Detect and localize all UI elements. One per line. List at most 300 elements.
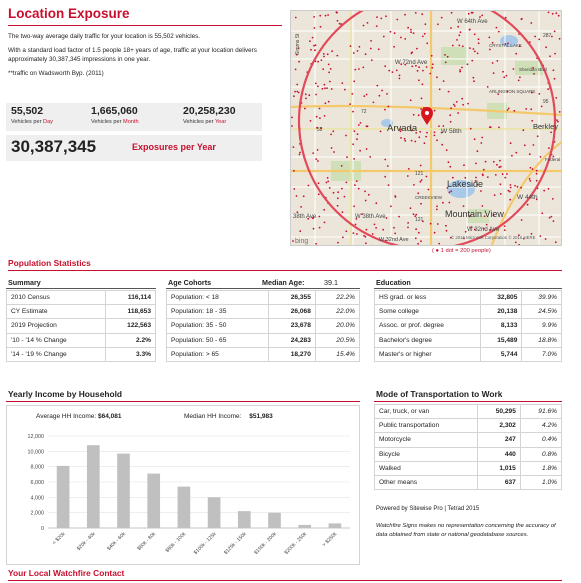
contact-divider	[8, 580, 562, 581]
population-dot	[384, 176, 386, 178]
population-dot	[315, 243, 317, 245]
table-row	[375, 305, 562, 319]
population-dot	[355, 224, 357, 226]
population-dot	[456, 101, 458, 103]
population-dot	[415, 12, 417, 14]
population-dot	[319, 117, 321, 119]
income-bar	[298, 525, 311, 528]
population-dot	[474, 138, 476, 140]
population-dot	[415, 237, 417, 239]
y-tick-label: 4,000	[30, 495, 44, 502]
svg-text:CRYSTAL LAKE: CRYSTAL LAKE	[489, 43, 522, 48]
population-dot	[473, 48, 475, 50]
powered-by: Powered by Sitewise Pro | Tetrad 2015	[376, 506, 480, 512]
population-dot	[358, 124, 360, 126]
population-dot	[305, 93, 307, 95]
population-dot	[411, 140, 413, 142]
population-dot	[474, 33, 476, 35]
population-dot	[346, 156, 348, 158]
population-dot	[399, 75, 401, 77]
population-dot	[481, 15, 483, 17]
population-dot	[518, 80, 520, 82]
transport-section-title: Mode of Transportation to Work	[376, 389, 503, 399]
population-dot	[503, 76, 505, 78]
population-dot	[400, 37, 402, 39]
population-dot	[461, 98, 463, 100]
population-dot	[313, 228, 315, 230]
population-dot	[431, 55, 433, 57]
y-tick-label: 0	[41, 526, 44, 532]
population-dot	[317, 61, 319, 63]
population-dot	[416, 48, 418, 50]
population-dot	[420, 181, 422, 183]
population-dot	[510, 184, 512, 186]
population-dot	[532, 168, 534, 170]
table-cell: CY Estimate	[7, 305, 106, 319]
population-dot	[404, 138, 406, 140]
population-dot	[344, 196, 346, 198]
population-dot	[555, 12, 557, 14]
population-dot	[324, 222, 326, 224]
population-dot	[376, 16, 378, 18]
income-bar	[87, 445, 100, 528]
population-dot	[422, 83, 424, 85]
table-cell: 0.8%	[520, 447, 561, 461]
stat-vehicles-month	[86, 103, 178, 131]
population-dot	[434, 110, 436, 112]
avg-income-label: Average HH Income:	[36, 413, 97, 420]
population-dot	[366, 229, 368, 231]
population-dot	[538, 93, 540, 95]
population-dot	[513, 68, 515, 70]
population-dot	[493, 161, 495, 163]
population-dot	[325, 15, 327, 17]
table-cell: 18,270	[269, 347, 315, 361]
population-dot	[434, 232, 436, 234]
population-dot	[354, 184, 356, 186]
table-cell: 8,133	[480, 319, 522, 333]
population-dot	[540, 156, 542, 158]
population-dot	[443, 80, 445, 82]
population-dot	[471, 12, 473, 14]
svg-text:Berkley: Berkley	[533, 122, 559, 131]
population-dot	[510, 187, 512, 189]
table-cell: 22.0%	[315, 305, 359, 319]
population-dot	[407, 222, 409, 224]
population-dot	[515, 242, 517, 244]
population-dot	[436, 139, 438, 141]
population-dot	[358, 188, 360, 190]
table-cell: 440	[477, 447, 520, 461]
table-cell: 26,068	[269, 305, 315, 319]
population-dot	[394, 233, 396, 235]
table-cell: 122,563	[105, 319, 155, 333]
svg-text:Sheridan Blvd: Sheridan Blvd	[519, 67, 548, 72]
population-dot	[388, 184, 390, 186]
age-table	[166, 290, 360, 362]
table-cell: Public transportation	[375, 419, 478, 433]
population-dot	[498, 127, 500, 129]
population-dot	[470, 128, 472, 130]
population-dot	[487, 86, 489, 88]
table-cell: Master's or higher	[375, 347, 481, 361]
population-dot	[555, 97, 557, 99]
population-dot	[458, 34, 460, 36]
table-cell: 116,114	[105, 291, 155, 305]
table-cell: Car, truck, or van	[375, 405, 478, 419]
population-dot	[323, 56, 325, 58]
population-dot	[408, 168, 410, 170]
table-cell: 118,653	[105, 305, 155, 319]
population-dot	[424, 142, 426, 144]
population-dot	[319, 15, 321, 17]
population-dot	[415, 214, 417, 216]
svg-text:ARLINGTON SQUARE: ARLINGTON SQUARE	[489, 89, 536, 94]
population-dot	[441, 144, 443, 146]
table-cell: 15.4%	[315, 347, 359, 361]
population-dot	[482, 173, 484, 175]
population-dot	[469, 47, 471, 49]
population-dot	[296, 211, 298, 213]
population-dot	[407, 27, 409, 29]
population-dot	[394, 32, 396, 34]
population-dot	[555, 241, 557, 243]
population-dot	[294, 91, 296, 93]
population-dot	[295, 69, 297, 71]
table-cell: 20.0%	[315, 319, 359, 333]
population-dot	[315, 94, 317, 96]
population-dot	[513, 110, 515, 112]
population-dot	[547, 88, 549, 90]
population-dot	[353, 158, 355, 160]
svg-text:Mountain View: Mountain View	[445, 209, 504, 219]
population-dot	[386, 217, 388, 219]
population-dot	[454, 105, 456, 107]
population-dot	[373, 102, 375, 104]
population-dot	[517, 186, 519, 188]
population-dot	[481, 137, 483, 139]
population-dot	[315, 158, 317, 160]
population-dot	[504, 177, 506, 179]
population-dot	[463, 164, 465, 166]
population-dot	[451, 12, 453, 14]
table-cell: 3.3%	[105, 347, 155, 361]
population-dot	[316, 116, 318, 118]
location-map[interactable]	[290, 10, 562, 246]
population-dot	[430, 223, 432, 225]
population-dot	[357, 50, 359, 52]
population-dot	[332, 130, 334, 132]
population-dot	[468, 13, 470, 15]
population-dot	[376, 25, 378, 27]
population-dot	[331, 88, 333, 90]
table-row	[375, 333, 562, 347]
population-dot	[529, 153, 531, 155]
svg-text:121: 121	[415, 217, 424, 223]
population-dot	[492, 62, 494, 64]
population-dot	[469, 29, 471, 31]
population-dot	[327, 181, 329, 183]
population-dot	[410, 99, 412, 101]
population-dot	[437, 223, 439, 225]
population-dot	[458, 45, 460, 47]
stat-label: Vehicles per Month	[91, 118, 139, 125]
population-dot	[553, 69, 555, 71]
population-dot	[549, 217, 551, 219]
population-dot	[418, 232, 420, 234]
population-dot	[420, 108, 422, 110]
population-dot	[452, 45, 454, 47]
table-cell: Population: < 18	[167, 291, 269, 305]
svg-text:Lakeside: Lakeside	[447, 179, 484, 189]
population-dot	[321, 59, 323, 61]
population-dot	[366, 94, 368, 96]
table-cell: 1.8%	[520, 461, 561, 475]
population-dot	[473, 80, 475, 82]
table-cell: 50,295	[477, 405, 520, 419]
table-cell: Bicycle	[375, 447, 478, 461]
table-row	[7, 291, 156, 305]
population-dot	[353, 232, 355, 234]
population-dot	[467, 63, 469, 65]
population-dot	[407, 175, 409, 177]
population-dot	[439, 88, 441, 90]
population-dot	[351, 93, 353, 95]
table-cell: '14 - '19 % Change	[7, 347, 106, 361]
population-dot	[292, 240, 294, 242]
population-dot	[445, 62, 447, 64]
x-tick-label: > $250k	[321, 531, 339, 549]
svg-text:CREEKVIEW: CREEKVIEW	[415, 195, 443, 200]
population-dot	[400, 137, 402, 139]
exposures-value: 30,387,345	[11, 137, 97, 156]
population-dot	[324, 84, 326, 86]
population-dot	[330, 134, 332, 136]
population-dot	[384, 109, 386, 111]
population-dot	[429, 73, 431, 75]
table-cell: 637	[477, 475, 520, 489]
x-tick-label: $200k - 250k	[283, 531, 309, 556]
population-dot	[498, 166, 500, 168]
population-dot	[495, 174, 497, 176]
table-cell: HS grad. or less	[375, 291, 481, 305]
population-dot	[313, 16, 315, 18]
population-dot	[527, 204, 529, 206]
population-dot	[538, 39, 540, 41]
table-cell: 1.0%	[520, 475, 561, 489]
population-dot	[337, 191, 339, 193]
population-dot	[445, 225, 447, 227]
population-dot	[329, 187, 331, 189]
population-dot	[519, 76, 521, 78]
population-dot	[352, 143, 354, 145]
population-dot	[354, 69, 356, 71]
svg-text:38th Ave: 38th Ave	[293, 214, 317, 220]
title-divider	[8, 25, 282, 26]
page-title: Location Exposure	[8, 6, 130, 21]
population-dot	[477, 150, 479, 152]
age-rule	[166, 288, 360, 289]
population-dot	[293, 188, 295, 190]
population-dot	[422, 70, 424, 72]
population-dot	[506, 173, 508, 175]
population-dot	[366, 125, 368, 127]
population-dot	[426, 42, 428, 44]
map-legend-note: ( ● 1 dot = 200 people)	[432, 248, 491, 254]
population-dot	[299, 152, 301, 154]
table-row	[375, 347, 562, 361]
population-dot	[388, 70, 390, 72]
svg-text:121: 121	[415, 171, 424, 177]
population-dot	[350, 45, 352, 47]
table-cell: 22.2%	[315, 291, 359, 305]
population-dot	[509, 199, 511, 201]
population-dot	[414, 141, 416, 143]
education-table	[374, 290, 562, 362]
svg-text:W 58th: W 58th	[441, 128, 462, 135]
population-dot	[398, 216, 400, 218]
table-row	[167, 319, 360, 333]
population-dot	[365, 242, 367, 244]
income-bar	[208, 497, 221, 528]
population-dot	[509, 191, 511, 193]
population-dot	[404, 14, 406, 16]
table-row	[375, 291, 562, 305]
population-dot	[453, 104, 455, 106]
table-cell: 18.8%	[522, 333, 562, 347]
x-tick-label: $40k - 60k	[106, 531, 127, 552]
table-cell: Population: 50 - 65	[167, 333, 269, 347]
population-dot	[457, 26, 459, 28]
population-dot	[303, 195, 305, 197]
x-tick-label: $125k - 150k	[223, 531, 248, 556]
exposures-box	[6, 135, 262, 161]
map-canvas	[291, 11, 562, 246]
population-dot	[533, 144, 535, 146]
population-dot	[357, 133, 359, 135]
population-dot	[310, 120, 312, 122]
population-dot	[326, 182, 328, 184]
population-dot	[314, 27, 316, 29]
table-cell: Population: > 65	[167, 347, 269, 361]
population-dot	[417, 192, 419, 194]
svg-text:W 44th: W 44th	[517, 194, 538, 201]
svg-text:W 38th Ave: W 38th Ave	[355, 214, 386, 220]
population-dot	[317, 160, 319, 162]
population-dot	[559, 38, 561, 40]
population-dot	[450, 107, 452, 109]
population-dot	[295, 17, 297, 19]
population-dot	[536, 180, 538, 182]
population-dot	[530, 108, 532, 110]
table-cell: 20,138	[480, 305, 522, 319]
population-dot	[543, 190, 545, 192]
population-dot	[545, 46, 547, 48]
population-dot	[368, 194, 370, 196]
population-dot	[353, 80, 355, 82]
population-dot	[358, 68, 360, 70]
population-dot	[337, 20, 339, 22]
population-dot	[356, 233, 358, 235]
population-dot	[421, 13, 423, 15]
population-dot	[331, 147, 333, 149]
population-dot	[299, 230, 301, 232]
population-dot	[475, 163, 477, 165]
population-dot	[304, 108, 306, 110]
population-dot	[477, 53, 479, 55]
income-bar	[178, 487, 191, 528]
population-dot	[322, 68, 324, 70]
median-income-label: Median HH Income:	[184, 413, 242, 420]
population-dot	[541, 106, 543, 108]
stat-label: Vehicles per Year	[183, 118, 227, 125]
population-dot	[393, 46, 395, 48]
population-dot	[356, 180, 358, 182]
table-cell: Walked	[375, 461, 478, 475]
population-dot	[545, 238, 547, 240]
population-dot	[539, 235, 541, 237]
contact-section-title: Your Local Watchfire Contact	[8, 568, 125, 578]
stat-value: 55,502	[11, 105, 44, 117]
x-tick-label: $80k - 100k	[164, 531, 188, 554]
population-dot	[384, 65, 386, 67]
population-dot	[318, 216, 320, 218]
x-tick-label: $60k - 80k	[136, 531, 158, 552]
population-dot	[378, 48, 380, 50]
population-dot	[333, 192, 335, 194]
population-dot	[339, 23, 341, 25]
population-dot	[480, 190, 482, 192]
population-dot	[375, 227, 377, 229]
y-tick-label: 12,000	[27, 434, 44, 440]
stat-value: 1,665,060	[91, 105, 138, 117]
svg-text:95: 95	[543, 99, 549, 105]
population-dot	[425, 136, 427, 138]
population-dot	[422, 36, 424, 38]
population-dot	[296, 195, 298, 197]
population-dot	[359, 150, 361, 152]
population-dot	[366, 148, 368, 150]
population-dot	[450, 27, 452, 29]
population-dot	[384, 159, 386, 161]
population-dot	[396, 70, 398, 72]
population-dot	[327, 177, 329, 179]
population-dot	[463, 205, 465, 207]
population-dot	[399, 78, 401, 80]
median-age-value: 39.1	[324, 278, 338, 287]
table-cell: 5,744	[480, 347, 522, 361]
svg-text:© 2016 Microsoft Corporation ©: © 2016 Microsoft Corporation © 2016 HERE	[451, 235, 536, 240]
population-dot	[407, 227, 409, 229]
population-dot	[326, 87, 328, 89]
population-dot	[342, 211, 344, 213]
population-dot	[432, 63, 434, 65]
population-dot	[441, 17, 443, 19]
svg-text:72: 72	[361, 109, 367, 115]
population-dot	[337, 197, 339, 199]
population-dot	[376, 85, 378, 87]
population-dot	[362, 67, 364, 69]
population-dot	[536, 170, 538, 172]
population-dot	[312, 37, 314, 39]
population-dot	[436, 206, 438, 208]
table-row	[7, 305, 156, 319]
population-dot	[356, 138, 358, 140]
population-dot	[462, 104, 464, 106]
intro-traffic: The two-way average daily traffic for your location is 55,502 vehicles.	[8, 33, 201, 40]
table-cell: 24,283	[269, 333, 315, 347]
table-cell: 39.9%	[522, 291, 562, 305]
